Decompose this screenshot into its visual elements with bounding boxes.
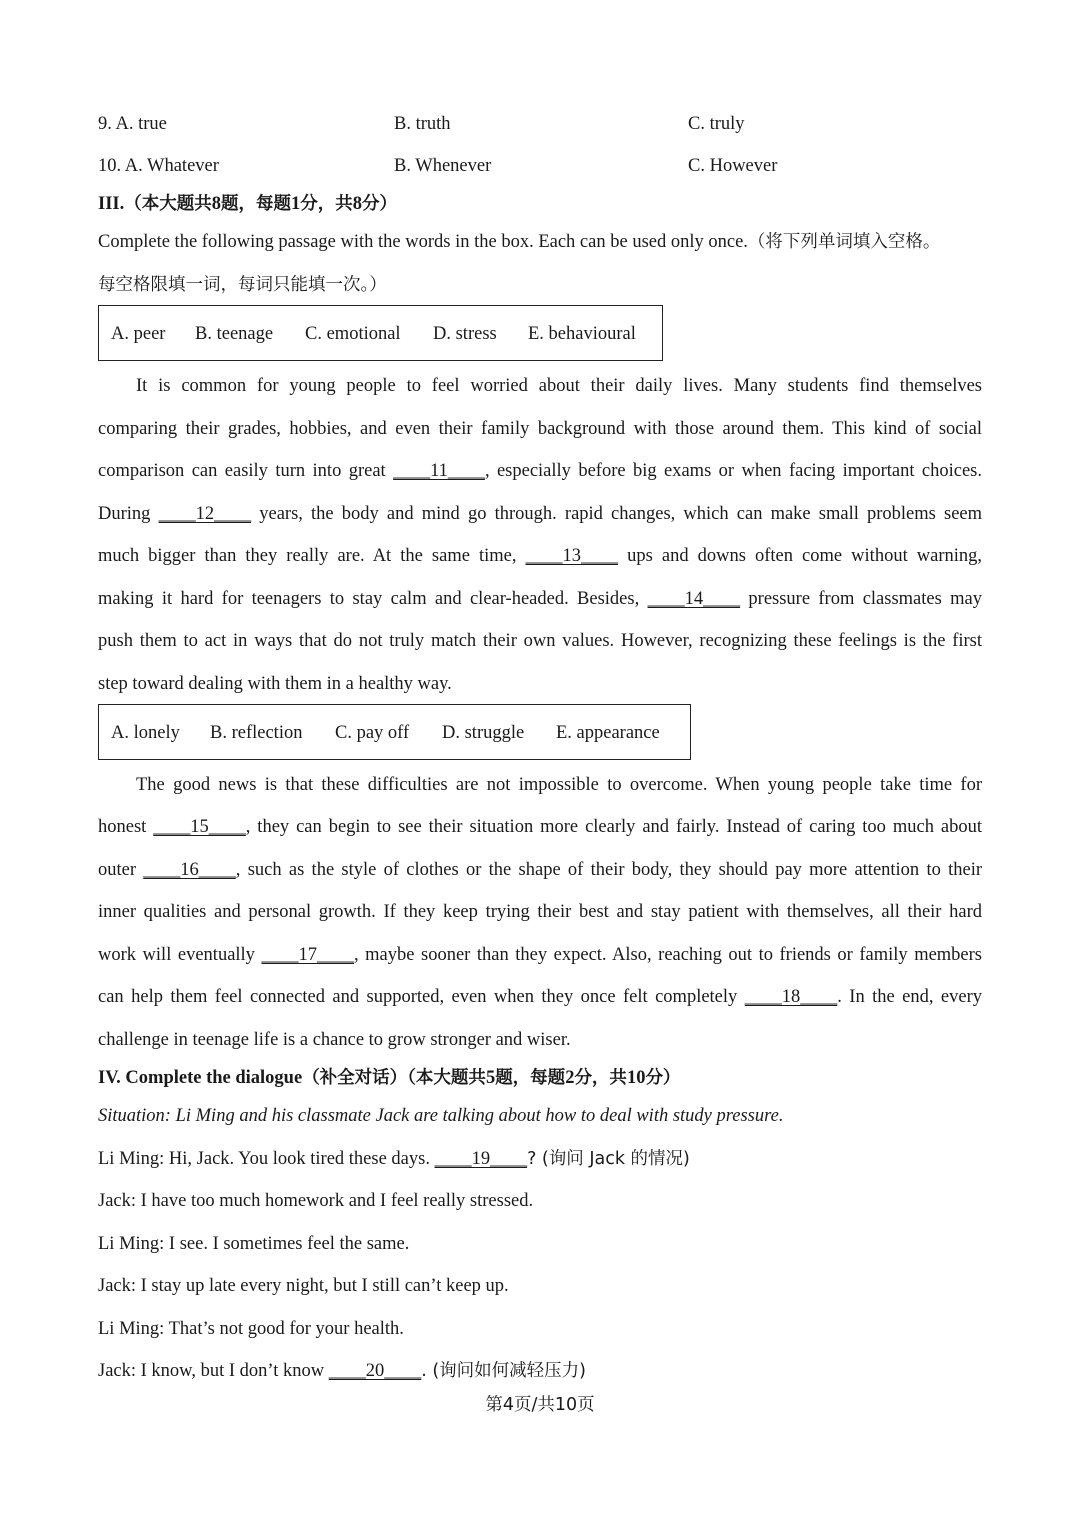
instruction-cn-2: 每空格限填一词，每词只能填一次。） [98,275,387,295]
dialogue-hint: ? (询问 Jack 的情况) [527,1149,690,1169]
section-4-heading-cn4: 分） [645,1068,681,1088]
word-box-1-item: A. peer [111,324,166,344]
passage-2-line: inner qualities and personal growth. If they keep trying their best and stay patient with themselves, all their hard [98,902,982,922]
instruction-en: Complete the following passage with the words in the box. Each can be used only once. [98,232,748,252]
passage-text: pressure from classmates may [748,589,982,609]
passage-2-line: challenge in teenage life is a chance to grow stronger and wiser. [98,1030,571,1050]
passage-1-line: push them to act in ways that do not truly match their own values. However, recognizing these feelings is the first [98,631,982,651]
passage-text: , they can begin to see their situation more clearly and fairly. Instead of caring too much about [245,817,982,837]
passage-text: outer [98,860,137,880]
passage-1-line: It is common for young people to feel worried about their daily lives. Many students find themselves [136,376,982,396]
passage-2-line [98,942,982,968]
section-3-roman: III. [98,194,125,214]
word-box-2-item: C. pay off [335,723,410,743]
word-box-2-item: A. lonely [111,723,180,743]
section-3-heading-cn2: 题，每题 [220,194,291,214]
passage-2-line [98,857,982,883]
passage-1-line [98,458,982,484]
blank-14: ____14____ [647,589,741,609]
section-3-heading-cn: （本大题共 [124,194,212,214]
q10-option-b: B. Whenever [394,156,492,176]
passage-text: comparison can easily turn into great [98,461,386,481]
blank-20: ____20____ [328,1361,422,1381]
passage-2-line: The good news is that these difficulties are not impossible to overcome. When young people take time for [136,775,982,795]
dialogue-line: Jack: I have too much homework and I feel really stressed. [98,1191,534,1211]
q9-option-a: 9. A. true [98,114,167,134]
section-4-heading [98,1065,680,1091]
passage-text: . In the end, every [837,987,983,1007]
q10-option-c: C. However [688,156,778,176]
word-box-1-item: C. emotional [305,324,401,344]
instruction-cn-1: （将下列单词填入空格。 [747,232,941,252]
passage-text: making it hard for teenagers to stay calm and clear-headed. Besides, [98,589,640,609]
blank-11: ____11____ [393,461,485,481]
passage-text: , maybe sooner than they expect. Also, reaching out to friends or family members [353,945,983,965]
word-box-1 [98,305,663,361]
section-4-heading-cn2: 题，每题 [495,1068,566,1088]
dialogue-text: Li Ming: Hi, Jack. You look tired these days. [98,1149,430,1169]
blank-17: ____17____ [261,945,354,965]
dialogue-hint: . (询问如何减轻压力) [421,1361,586,1381]
blank-19: ____19____ [434,1149,528,1169]
word-box-2 [98,704,691,760]
passage-text: years, the body and mind go through. rapid changes, which can make small problems seem [259,504,983,524]
section-4-heading-cn: （补全对话）（本大题共 [302,1068,486,1088]
section-4-count: 5 [485,1068,496,1088]
passage-2-line [98,984,982,1010]
passage-text: ups and downs often come without warning, [627,546,983,566]
dialogue-line: Jack: I stay up late every night, but I still can’t keep up. [98,1276,509,1296]
section-3-instruction [98,229,940,255]
q9-option-c: C. truly [688,114,745,134]
passage-1-line [98,501,982,527]
section-3-points-each: 1 [290,194,301,214]
dialogue-line: Li Ming: That’s not good for your health. [98,1319,404,1339]
word-box-1-item: D. stress [433,324,497,344]
passage-text: honest [98,817,147,837]
blank-13: ____13____ [525,546,619,566]
section-3-heading-cn3: 分，共 [300,194,353,214]
q10-option-a: 10. A. Whatever [98,156,219,176]
dialogue-situation: Situation: Li Ming and his classmate Jack are talking about how to deal with study pressure. [98,1106,784,1126]
word-box-1-item: B. teenage [195,324,274,344]
section-3-heading [98,191,397,217]
passage-text: can help them feel connected and supported, even when they once felt completely [98,987,738,1007]
passage-2-line [98,814,982,840]
section-4-heading-cn3: 分，共 [574,1068,627,1088]
q9-option-b: B. truth [394,114,451,134]
dialogue-line [98,1358,586,1384]
passage-text: During [98,504,151,524]
passage-1-line [98,543,982,569]
page-number: 第4页/共10页 [485,1395,595,1415]
word-box-2-item: B. reflection [210,723,303,743]
blank-18: ____18____ [744,987,838,1007]
blank-15: ____15____ [153,817,246,837]
section-4-heading-en: IV. Complete the dialogue [98,1068,303,1088]
passage-text: , such as the style of clothes or the shape of their body, they should pay more attention to their [235,860,983,880]
section-4-total: 10 [626,1068,646,1088]
passage-1-line: comparing their grades, hobbies, and even their family background with those around them. This kind of social [98,419,982,439]
section-3-count: 8 [211,194,221,214]
passage-1-line: step toward dealing with them in a healthy way. [98,674,452,694]
blank-12: ____12____ [158,504,252,524]
dialogue-line [98,1146,690,1172]
dialogue-text: Jack: I know, but I don’t know [98,1361,325,1381]
dialogue-line: Li Ming: I see. I sometimes feel the same. [98,1234,410,1254]
word-box-1-item: E. behavioural [528,324,636,344]
passage-text: work will eventually [98,945,255,965]
passage-1-line [98,586,982,612]
passage-text: much bigger than they really are. At the same time, [98,546,517,566]
passage-text: , especially before big exams or when facing important choices. [484,461,983,481]
section-4-points-each: 2 [565,1068,575,1088]
section-3-heading-cn4: 分） [361,194,397,214]
blank-16: ____16____ [143,860,236,880]
word-box-2-item: E. appearance [556,723,660,743]
section-3-total: 8 [352,194,362,214]
word-box-2-item: D. struggle [442,723,525,743]
